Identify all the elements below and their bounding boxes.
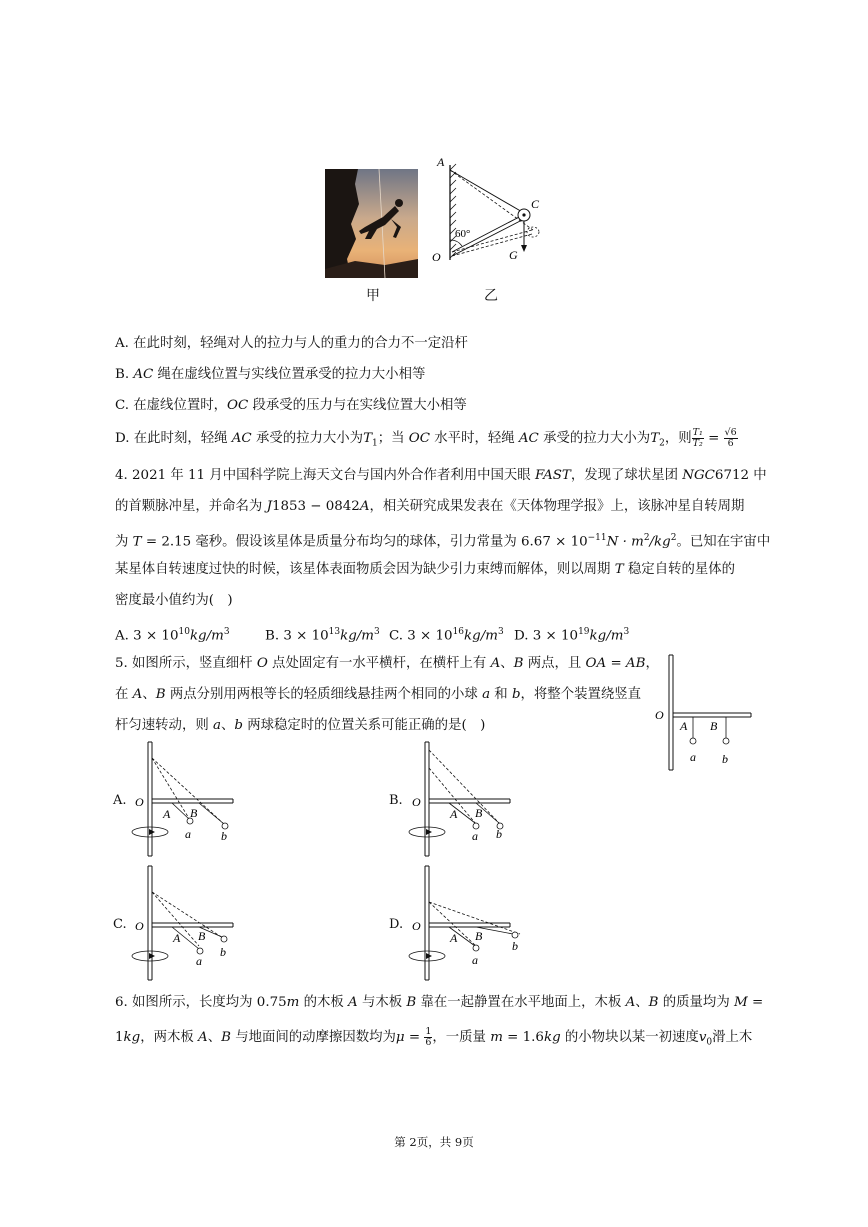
q5-option-c-figure — [115, 864, 240, 984]
svg-text:a: a — [472, 953, 478, 967]
q5-option-a-figure — [115, 740, 240, 860]
svg-text:a: a — [196, 954, 202, 968]
q6-line-2: 1kg，两木板 A、B 与地面间的动摩擦因数均为μ = $\frac{1}{6}$ ，一质量 m = 1.6kg 的小物块以某一初速度$v_0$滑上木 — [115, 1026, 753, 1048]
svg-text:b: b — [221, 829, 227, 843]
q3-option-a: A. 在此时刻，轻绳对人的拉力与人的重力的合力不一定沿杆 — [115, 336, 468, 351]
q5-option-c-label: C. — [113, 917, 127, 932]
page-footer: 第 2页，共 9页 — [394, 1135, 474, 1149]
caption-jia: 甲 — [366, 288, 380, 304]
q5-line-2: 在 A、B 两点分别用两根等长的轻质细线悬挂两个相同的小球 a 和 b，将整个装置绕竖直 — [115, 687, 642, 702]
figure-photo — [325, 169, 418, 278]
q4-line-1: 4. 2021 年 11 月中国科学院上海天文台与国内外合作者利用中国天眼 FAST，发现了球状星团 NGC6712 中 — [115, 468, 767, 483]
svg-text:a: a — [472, 829, 478, 843]
q3-option-d: D. 在此时刻，轻绳 AC 承受的拉力大小为$T_1$；当 OC 水平时，轻绳 AC 承受的拉力大小为$T_2$，则 $\frac{\text{T₁}}{\text{T₂}}$ = $\frac{√6}{6}$ — [115, 427, 737, 449]
fig-label-b: B — [710, 719, 718, 733]
q5-line-3: 杆匀速转动，则 a、b 两球稳定时的位置关系可能正确的是( ) — [115, 718, 486, 733]
fig-label-ball-a: a — [690, 750, 696, 764]
label-angle: 60° — [455, 228, 471, 240]
fig-label-ball-b: b — [722, 752, 728, 766]
q4-line-2: 的首颗脉冲星，并命名为 J1853 − 0842A，相关研究成果发表在《天体物理学报》上，该脉冲星自转周期 — [115, 499, 745, 514]
q4-option-d: D. $3 \times 10^{19}kg/m^3$ — [514, 627, 630, 644]
label-c: C — [531, 197, 540, 211]
diagram-yi — [425, 150, 555, 275]
q4-line-4: 某星体自转速度过快的时候，该星体表面物质会因为缺少引力束缚而解体，则以周期 T 稳定自转的星体的 — [115, 562, 736, 577]
svg-text:b: b — [512, 939, 518, 953]
svg-text:B: B — [475, 806, 483, 820]
fig-label-o: O — [655, 708, 664, 722]
q4-line-5: 密度最小值约为( ) — [115, 593, 233, 608]
rope-ac — [450, 170, 524, 213]
svg-text:A: A — [450, 807, 458, 821]
svg-text:B: B — [198, 929, 206, 943]
label-g: G — [509, 248, 518, 262]
svg-text:B: B — [190, 806, 198, 820]
svg-text:b: b — [496, 827, 502, 841]
svg-text:O: O — [135, 795, 144, 809]
q5-option-a-label: A. — [113, 793, 127, 808]
caption-yi: 乙 — [484, 288, 498, 304]
q6-line-1: 6. 如图所示，长度均为 0.75m 的木板 A 与木板 B 靠在一起静置在水平地面上，木板 A、B 的质量均为 M = — [115, 995, 764, 1010]
q4-option-b: B. $3 \times 10^{13}kg/m^3$ — [265, 627, 380, 644]
fig-label-a: A — [680, 719, 688, 733]
q5-option-d-figure — [392, 864, 517, 984]
svg-text:O: O — [412, 919, 421, 933]
q4-line-3: 为 T = 2.15 毫秒。假设该星体是质量分布均匀的球体，引力常量为 $6.67 \times 10^{-11}N \cdot m^2/kg^2$。已知在宇宙中 — [115, 533, 771, 550]
svg-text:A: A — [450, 931, 458, 945]
svg-text:a: a — [185, 827, 191, 841]
label-a: A — [437, 155, 445, 169]
svg-text:B: B — [475, 929, 483, 943]
q3-option-c: C. 在虚线位置时，OC 段承受的压力与在实线位置大小相等 — [115, 398, 467, 413]
q4-option-a: A. $3 \times 10^{10}kg/m^3$ — [115, 627, 230, 644]
svg-text:O: O — [135, 919, 144, 933]
q5-option-d-label: D. — [389, 917, 404, 932]
climber-photo — [325, 169, 418, 278]
q4-option-c: C. $3 \times 10^{16}kg/m^3$ — [389, 627, 504, 644]
svg-text:b: b — [220, 945, 226, 959]
svg-text:A: A — [163, 807, 171, 821]
svg-text:A: A — [173, 931, 181, 945]
q5-figure — [650, 655, 760, 775]
q5-option-b-label: B. — [389, 793, 403, 808]
q5-line-1: 5. 如图所示，竖直细杆 O 点处固定有一水平横杆，在横杆上有 A、B 两点，且 OA = AB， — [115, 656, 659, 671]
svg-text:O: O — [412, 795, 421, 809]
q3-option-b: B. AC 绳在虚线位置与实线位置承受的拉力大小相等 — [115, 367, 426, 382]
q5-option-b-figure — [392, 740, 517, 860]
label-o: O — [432, 250, 441, 264]
